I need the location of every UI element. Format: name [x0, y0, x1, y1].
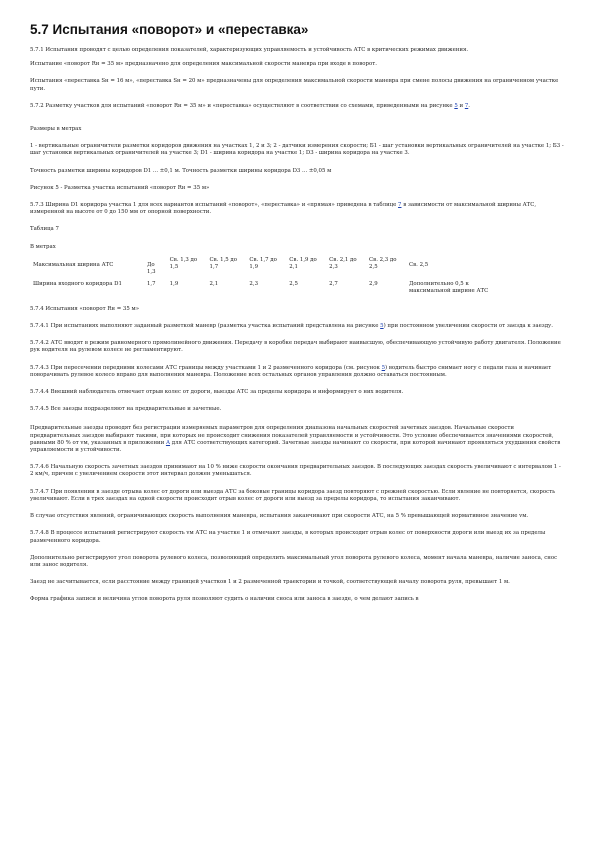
table-cell: 2,1 — [209, 280, 219, 287]
paragraph-text: 5.7.3 Ширина D1 коридора участка 1 для всех вариантов испытаний «поворот», «переставка» и «прямая» приведена в таблице — [30, 202, 397, 209]
paragraph-text-rest: ) при постоянном увеличении скорости от заезда к заезду. — [383, 323, 553, 330]
section-heading: 5.7 Испытания «поворот» и «переставка» — [30, 22, 309, 37]
document-page — [30, 22, 565, 611]
table-row — [30, 279, 500, 298]
paragraph-text: 5.7.2 Разметку участков для испытаний «поворот Rн = 35 м» и «переставка» осуществляют в соответствии со схемами, приведенными на рисунке — [30, 102, 453, 109]
table-header-cell: Св. 2,1 до 2,3 — [329, 256, 357, 270]
paragraph-text-rest: для АТС соответствующих категорий. Зачетные заезды начинают со скорости, при которой начинают проявляться ухудшения свойств управляемости и устойчивости. — [30, 439, 561, 454]
table-header-cell: До 1,3 — [147, 261, 156, 275]
paragraph-5-7-4-6: 5.7.4.6 Начальную скорость зачетных заездов принимают на 10 % ниже скорости окончания предварительных заездов. В последующих заездах скорость увеличивают с интервалом 1 - 2 км/ч, причем с увеличением скорости этот интервал должен уменьшаться. — [30, 464, 561, 478]
paragraph-5-7-4-1 — [30, 323, 565, 330]
table-cell: 1,9 — [169, 280, 179, 287]
paragraph-absence: В случае отсутствия явлений, ограничивающих скорость выполнения маневра, испытания заканчивают при скорости АТС, на 5 % превышающей нормативное значение vм. — [30, 513, 529, 520]
table-cell: 2,7 — [329, 280, 338, 287]
conjunction: и — [459, 102, 464, 109]
paragraph-5-7-4-3 — [30, 365, 565, 379]
paragraph-text: Предварительные заезды проводят без регистрации измеряемых параметров для определения диапазона начальных скоростей зачетных заездов. Начальные скорости предварительных заездов выбирают такими, при которых не происходит снижения показателей управляемости и устойчивости. Это условие обеспечивается значениями скоростей, равными 80 % от vм, указанных в приложении — [30, 425, 554, 446]
period: . — [468, 102, 470, 109]
table-row-label: Ширина входного коридора D1 — [33, 280, 122, 287]
paragraph-5-7-4: 5.7.4 Испытания «поворот Rн = 35 м» — [30, 305, 139, 312]
figure-link-5[interactable]: 5 — [454, 102, 458, 109]
table-cell: 2,3 — [249, 280, 258, 287]
paragraph-text: 5.7.4.3 При пересечении передними колесами АТС границы между участками 1 и 2 размеченного коридора (см. рисунок — [30, 364, 380, 371]
paragraph-5-7-3 — [30, 202, 565, 216]
table-header-cell: Св. 2,3 до 2,5 — [369, 256, 397, 270]
paragraph-preliminary-runs — [30, 425, 565, 454]
table-header-cell: Св. 1,5 до 1,7 — [209, 256, 237, 270]
table-cell: 2,5 — [289, 280, 298, 287]
paragraph-text-rest: в зависимости от максимальной ширины АТС, измеренной на высоте от 0 до 150 мм от опорной поверхности. — [30, 202, 537, 216]
width-table — [30, 255, 500, 298]
paragraph-5-7-4-5: 5.7.4.5 Все заезды подразделяют на предварительные и зачетные. — [30, 406, 222, 413]
paragraph-text-rest: ) водитель быстро снимает ногу с педали газа и начинает поворачивать рулевое колесо вправо для выполнения маневра. Положение всех остальных органов управления должно оставаться постоянным. — [30, 364, 552, 378]
paragraph-5-7-4-7: 5.7.4.7 При появлении в заезде отрыва колес от дороги или выезда АТС за боковые границы коридора заезд повторяют с прежней скоростью. Если явление не повторяется, скорость увеличивают. Если в трех заездах на одной скорости происходит отрыв колес от дороги или выезд за пределы коридора, то испытания заканчивают. — [30, 488, 556, 502]
table-cell: 1,7 — [147, 280, 156, 287]
paragraph-5-7-1: 5.7.1 Испытания проводят с целью определения показателей, характеризующих управляемость и устойчивость АТС в критических режимах движения. — [30, 47, 469, 53]
figure-caption: Рисунок 5 - Разметка участка испытаний «поворот Rн = 35 м» — [30, 184, 210, 191]
table-header-cell: Св. 2,5 — [409, 261, 429, 268]
figure-link-5[interactable]: 5 — [380, 323, 384, 330]
table-link-7[interactable]: 7 — [398, 202, 402, 209]
table-header-cell: Св. 1,7 до 1,9 — [249, 256, 277, 270]
paragraph-perestavka-purpose: Испытания «переставка Sн = 16 м», «переставка Sн = 20 м» предназначены для определения максимальной скорости маневра при смене полосы движения на ограниченном участке пути. — [30, 78, 559, 92]
figure-legend: 1 - вертикальные ограничители разметки коридоров движения на участках 1, 2 и 3; 2 - датчики измерения скорости; Б1 - шаг установки вертикальных ограничителей на участке 1; Б3 - шаг установки вертикальных ограничителей на участке 3; D1 - ширина коридора на участке 1; D3 - ширина коридора на участке 3. — [30, 143, 564, 157]
table-units: В метрах — [30, 243, 56, 250]
table-cell: Дополнительно 0,5 к максимальной ширине АТС — [409, 280, 489, 294]
dimensions-note: Размеры в метрах — [30, 126, 82, 133]
figure-link-5[interactable]: 5 — [381, 364, 386, 371]
paragraph-last: Форма графика записи и величина углов поворота руля позволяют судить о наличии сноса или заноса в заезде, о чем делают запись в — [30, 596, 419, 603]
paragraph-text: 5.7.4.1 При испытаниях выполняют заданный разметкой маневр (разметка участка испытаний представлена на рисунке — [30, 323, 379, 330]
table-cell: 2,9 — [369, 280, 378, 287]
paragraph-povorot-purpose: Испытание «поворот Rн = 35 м» предназначено для определения максимальной скорости маневра при входе в поворот. — [30, 61, 377, 68]
table-header-cell: Св. 1,9 до 2,1 — [289, 256, 317, 270]
table-header-cell: Св. 1,3 до 1,5 — [169, 256, 198, 270]
table-header-cell: Максимальная ширина АТС — [33, 261, 114, 268]
paragraph-5-7-2 — [30, 103, 565, 110]
appendix-link-a[interactable]: А — [165, 439, 171, 446]
paragraph-5-7-4-4: 5.7.4.4 Внешний наблюдатель отмечает отрыв колес от дороги, выезды АТС за пределы коридора и информирует о них водителя. — [30, 389, 404, 396]
paragraph-additional: Дополнительно регистрируют угол поворота рулевого колеса, позволяющий определить максимальный угол поворота рулевого колеса, момент начала маневра, наличие заноса, снос или занос водителя. — [30, 554, 558, 568]
tolerance-note: Точность разметки ширины коридоров D1 ... ±0,1 м. Точность разметки ширины коридора D3 ... ±0,05 м — [30, 167, 332, 174]
figure-link-7[interactable]: 7 — [464, 102, 469, 109]
paragraph-5-7-4-2: 5.7.4.2 АТС вводят в режим равномерного прямолинейного движения. Передачу в коробке передач выбирают наивысшую, обеспечивающую устойчивую работу двигателя. Положение рук водителя на рулевом колесе не регламентируют. — [30, 340, 561, 354]
table-header-row — [30, 255, 500, 279]
paragraph-not-counted: Заезд не засчитывается, если расстояние между границей участков 1 и 2 размеченной траектории и точкой, соответствующей началу поворота руля, превышает 1 м. — [30, 579, 510, 586]
paragraph-5-7-4-8: 5.7.4.8 В процессе испытаний регистрируют скорость vм АТС на участке 1 и отмечают заезды, в которых происходит отрыв колес от поверхности дороги или выезд их за пределы размеченного коридора. — [30, 530, 546, 544]
table-caption: Таблица 7 — [30, 226, 59, 233]
